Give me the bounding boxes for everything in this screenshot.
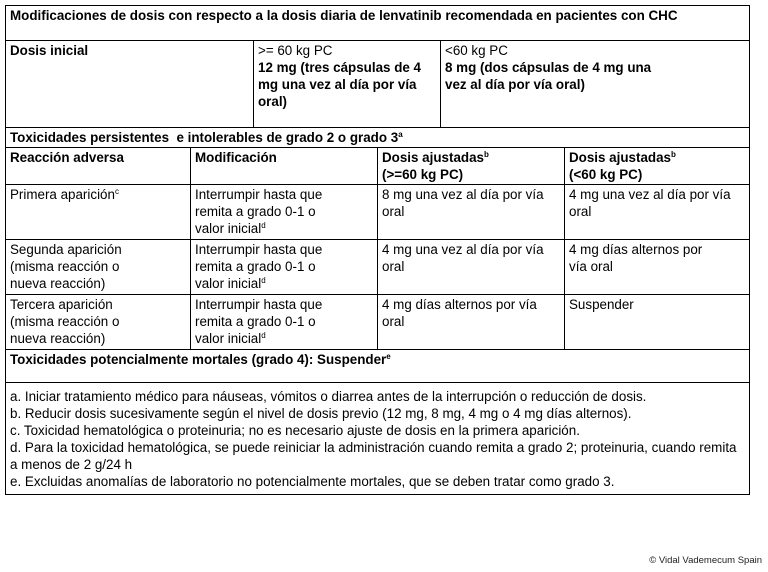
initial-dose-heavy-header: >= 60 kg PC [258,43,333,58]
dose-heavy-cell: 4 mg días alternos por vía oral [378,295,565,350]
copyright-footer: © Vidal Vademecum Spain [649,555,762,566]
header-adjusted-light-sub: (<60 kg PC) [569,167,643,182]
modification-cell [191,240,378,295]
life-threatening-text: Toxicidades potencialmente mortales (grado 4): Suspender [10,352,387,367]
note-a: a. Iniciar tratamiento médico para náuseas, vómitos o diarrea antes de la interrupción o reducción de dosis. [10,389,647,404]
initial-dose-heavy-text: 12 mg (tres cápsulas de 4 mg una vez al día por vía oral) [258,60,421,109]
footnote-d-marker: d [261,331,266,340]
column-header-row [6,148,750,185]
table-row [6,295,750,350]
notes-cell [6,383,750,495]
footnote-c-marker: c [114,187,119,196]
initial-dose-light-cell [441,41,750,128]
notes-row [6,383,750,495]
initial-dose-heavy-cell [254,41,441,128]
modification-text: Interrumpir hasta que remita a grado 0-1 o valor inicial [195,187,323,236]
header-adjusted-heavy-label: Dosis ajustadas [382,150,484,165]
life-threatening-row [6,350,750,383]
footnote-d-marker: d [261,221,266,230]
header-adjusted-light-label: Dosis ajustadas [569,150,671,165]
footnote-e-marker: e [386,352,391,361]
reaction-text: Tercera aparición (misma reacción o nueva reacción) [10,297,120,346]
dose-heavy-cell: 8 mg una vez al día por vía oral [378,185,565,240]
dose-heavy-cell: 4 mg una vez al día por vía oral [378,240,565,295]
table-title: Modificaciones de dosis con respecto a la dosis diaria de lenvatinib recomendada en pacientes con CHC [6,6,750,41]
modification-cell [191,185,378,240]
header-adjusted-light [565,148,750,185]
initial-dose-light-header: <60 kg PC [445,43,508,58]
reaction-cell [6,185,191,240]
dose-light-cell: Suspender [565,295,750,350]
footnote-b-marker: b [483,150,489,159]
dose-modification-table [5,5,750,495]
footnote-d-marker: d [261,276,266,285]
note-c: c. Toxicidad hematológica o proteinuria; no es necesario ajuste de dosis en la primera aparición. [10,423,580,438]
initial-dose-row [6,41,750,128]
header-reaction: Reacción adversa [6,148,191,185]
modification-text: Interrumpir hasta que remita a grado 0-1 o valor inicial [195,242,323,291]
dose-light-cell: 4 mg una vez al día por vía oral [565,185,750,240]
reaction-text: Segunda aparición (misma reacción o nueva reacción) [10,242,122,291]
modification-cell [191,295,378,350]
title-row [6,6,750,41]
reaction-cell [6,240,191,295]
persistent-toxicity-header [6,128,750,148]
dose-light-cell: 4 mg días alternos por vía oral [565,240,750,295]
footnote-a-marker: a [398,130,403,139]
table-row [6,240,750,295]
note-b: b. Reducir dosis sucesivamente según el nivel de dosis previo (12 mg, 8 mg, 4 mg o 4 mg días alternos). [10,406,632,421]
initial-dose-light-text: 8 mg (dos cápsulas de 4 mg una vez al día por vía oral) [445,60,652,92]
modification-text: Interrumpir hasta que remita a grado 0-1 o valor inicial [195,297,323,346]
header-adjusted-heavy-sub: (>=60 kg PC) [382,167,464,182]
note-d: d. Para la toxicidad hematológica, se puede reiniciar la administración cuando remita a grado 2; proteinuria, cuando remita a menos de 2 g/24 h [10,440,737,472]
persistent-toxicity-text: Toxicidades persistentes e intolerables de grado 2 o grado 3 [10,130,399,145]
persistent-toxicity-row [6,128,750,148]
note-e: e. Excluidas anomalías de laboratorio no potencialmente mortales, que se deben tratar como grado 3. [10,474,615,489]
initial-dose-label: Dosis inicial [6,41,254,128]
reaction-text: Primera aparición [10,187,115,202]
table-row [6,185,750,240]
header-modification: Modificación [191,148,378,185]
footnote-b-marker: b [670,150,676,159]
life-threatening-cell [6,350,750,383]
header-adjusted-heavy [378,148,565,185]
reaction-cell [6,295,191,350]
